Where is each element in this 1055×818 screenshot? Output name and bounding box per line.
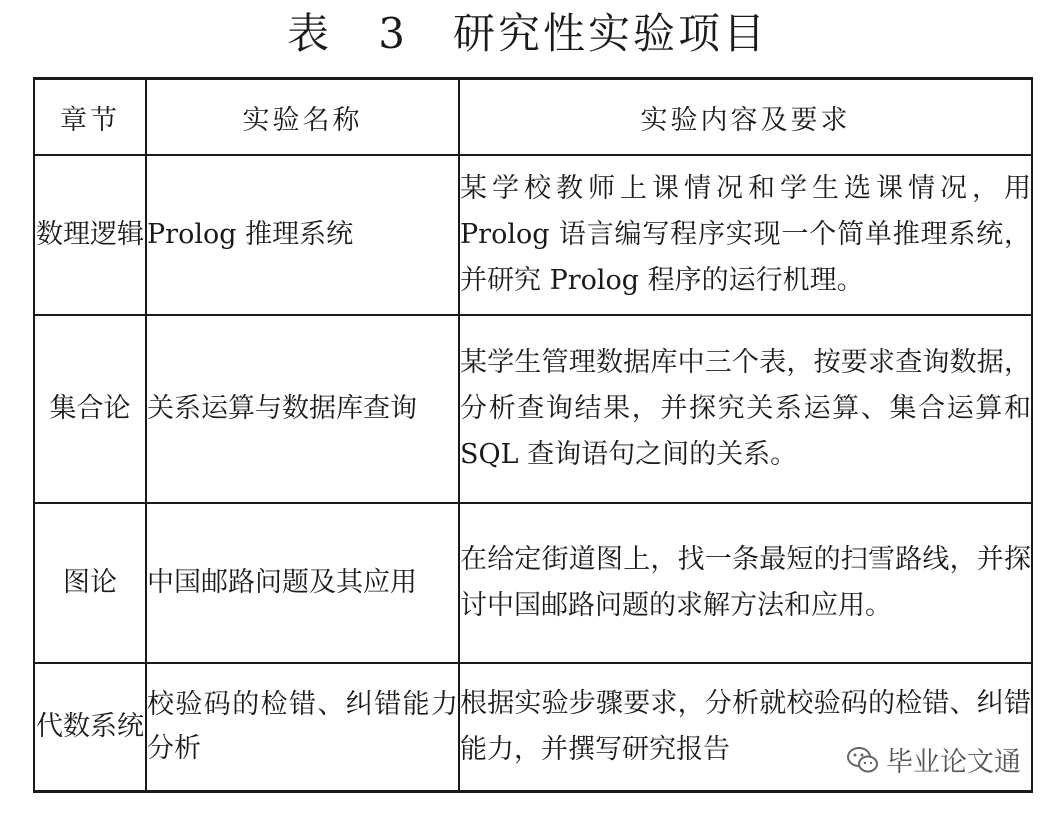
watermark xyxy=(842,738,1029,781)
header-experiment-name: 实验名称 xyxy=(146,79,459,156)
cell-experiment-requirement: 某学校教师上课情况和学生选课情况，用 Prolog 语言编写程序实现一个简单推理系统，并研究 Prolog 程序的运行机理。 xyxy=(459,155,1032,315)
table-title: 表 3 研究性实验项目 xyxy=(286,9,769,58)
header-experiment-requirement: 实验内容及要求 xyxy=(459,79,1032,156)
cell-chapter: 图论 xyxy=(34,503,146,663)
table-row xyxy=(34,503,1032,663)
cell-experiment-requirement: 某学生管理数据库中三个表，按要求查询数据，分析查询结果，并探究关系运算、集合运算和 SQL 查询语句之间的关系。 xyxy=(459,315,1032,503)
header-chapter: 章节 xyxy=(34,79,146,156)
cell-experiment-name: 关系运算与数据库查询 xyxy=(146,315,459,503)
watermark-text: 毕业论文通 xyxy=(886,747,1021,778)
cell-experiment-name: Prolog 推理系统 xyxy=(146,155,459,315)
table-row xyxy=(34,155,1032,315)
table-row xyxy=(34,315,1032,503)
cell-experiment-name: 校验码的检错、纠错能力分析 xyxy=(146,663,459,792)
experiment-table xyxy=(33,77,1033,793)
wechat-icon xyxy=(846,745,880,775)
cell-experiment-requirement: 根据实验步骤要求，分析就校验码的检错、纠错能力，并撰写研究报告 xyxy=(459,663,1032,792)
cell-experiment-requirement: 在给定街道图上，找一条最短的扫雪路线，并探讨中国邮路问题的求解方法和应用。 xyxy=(459,503,1032,663)
table-header-row xyxy=(34,79,1032,156)
cell-chapter: 集合论 xyxy=(34,315,146,503)
cell-chapter: 数理逻辑 xyxy=(34,155,146,315)
cell-chapter: 代数系统 xyxy=(34,663,146,792)
cell-experiment-name: 中国邮路问题及其应用 xyxy=(146,503,459,663)
